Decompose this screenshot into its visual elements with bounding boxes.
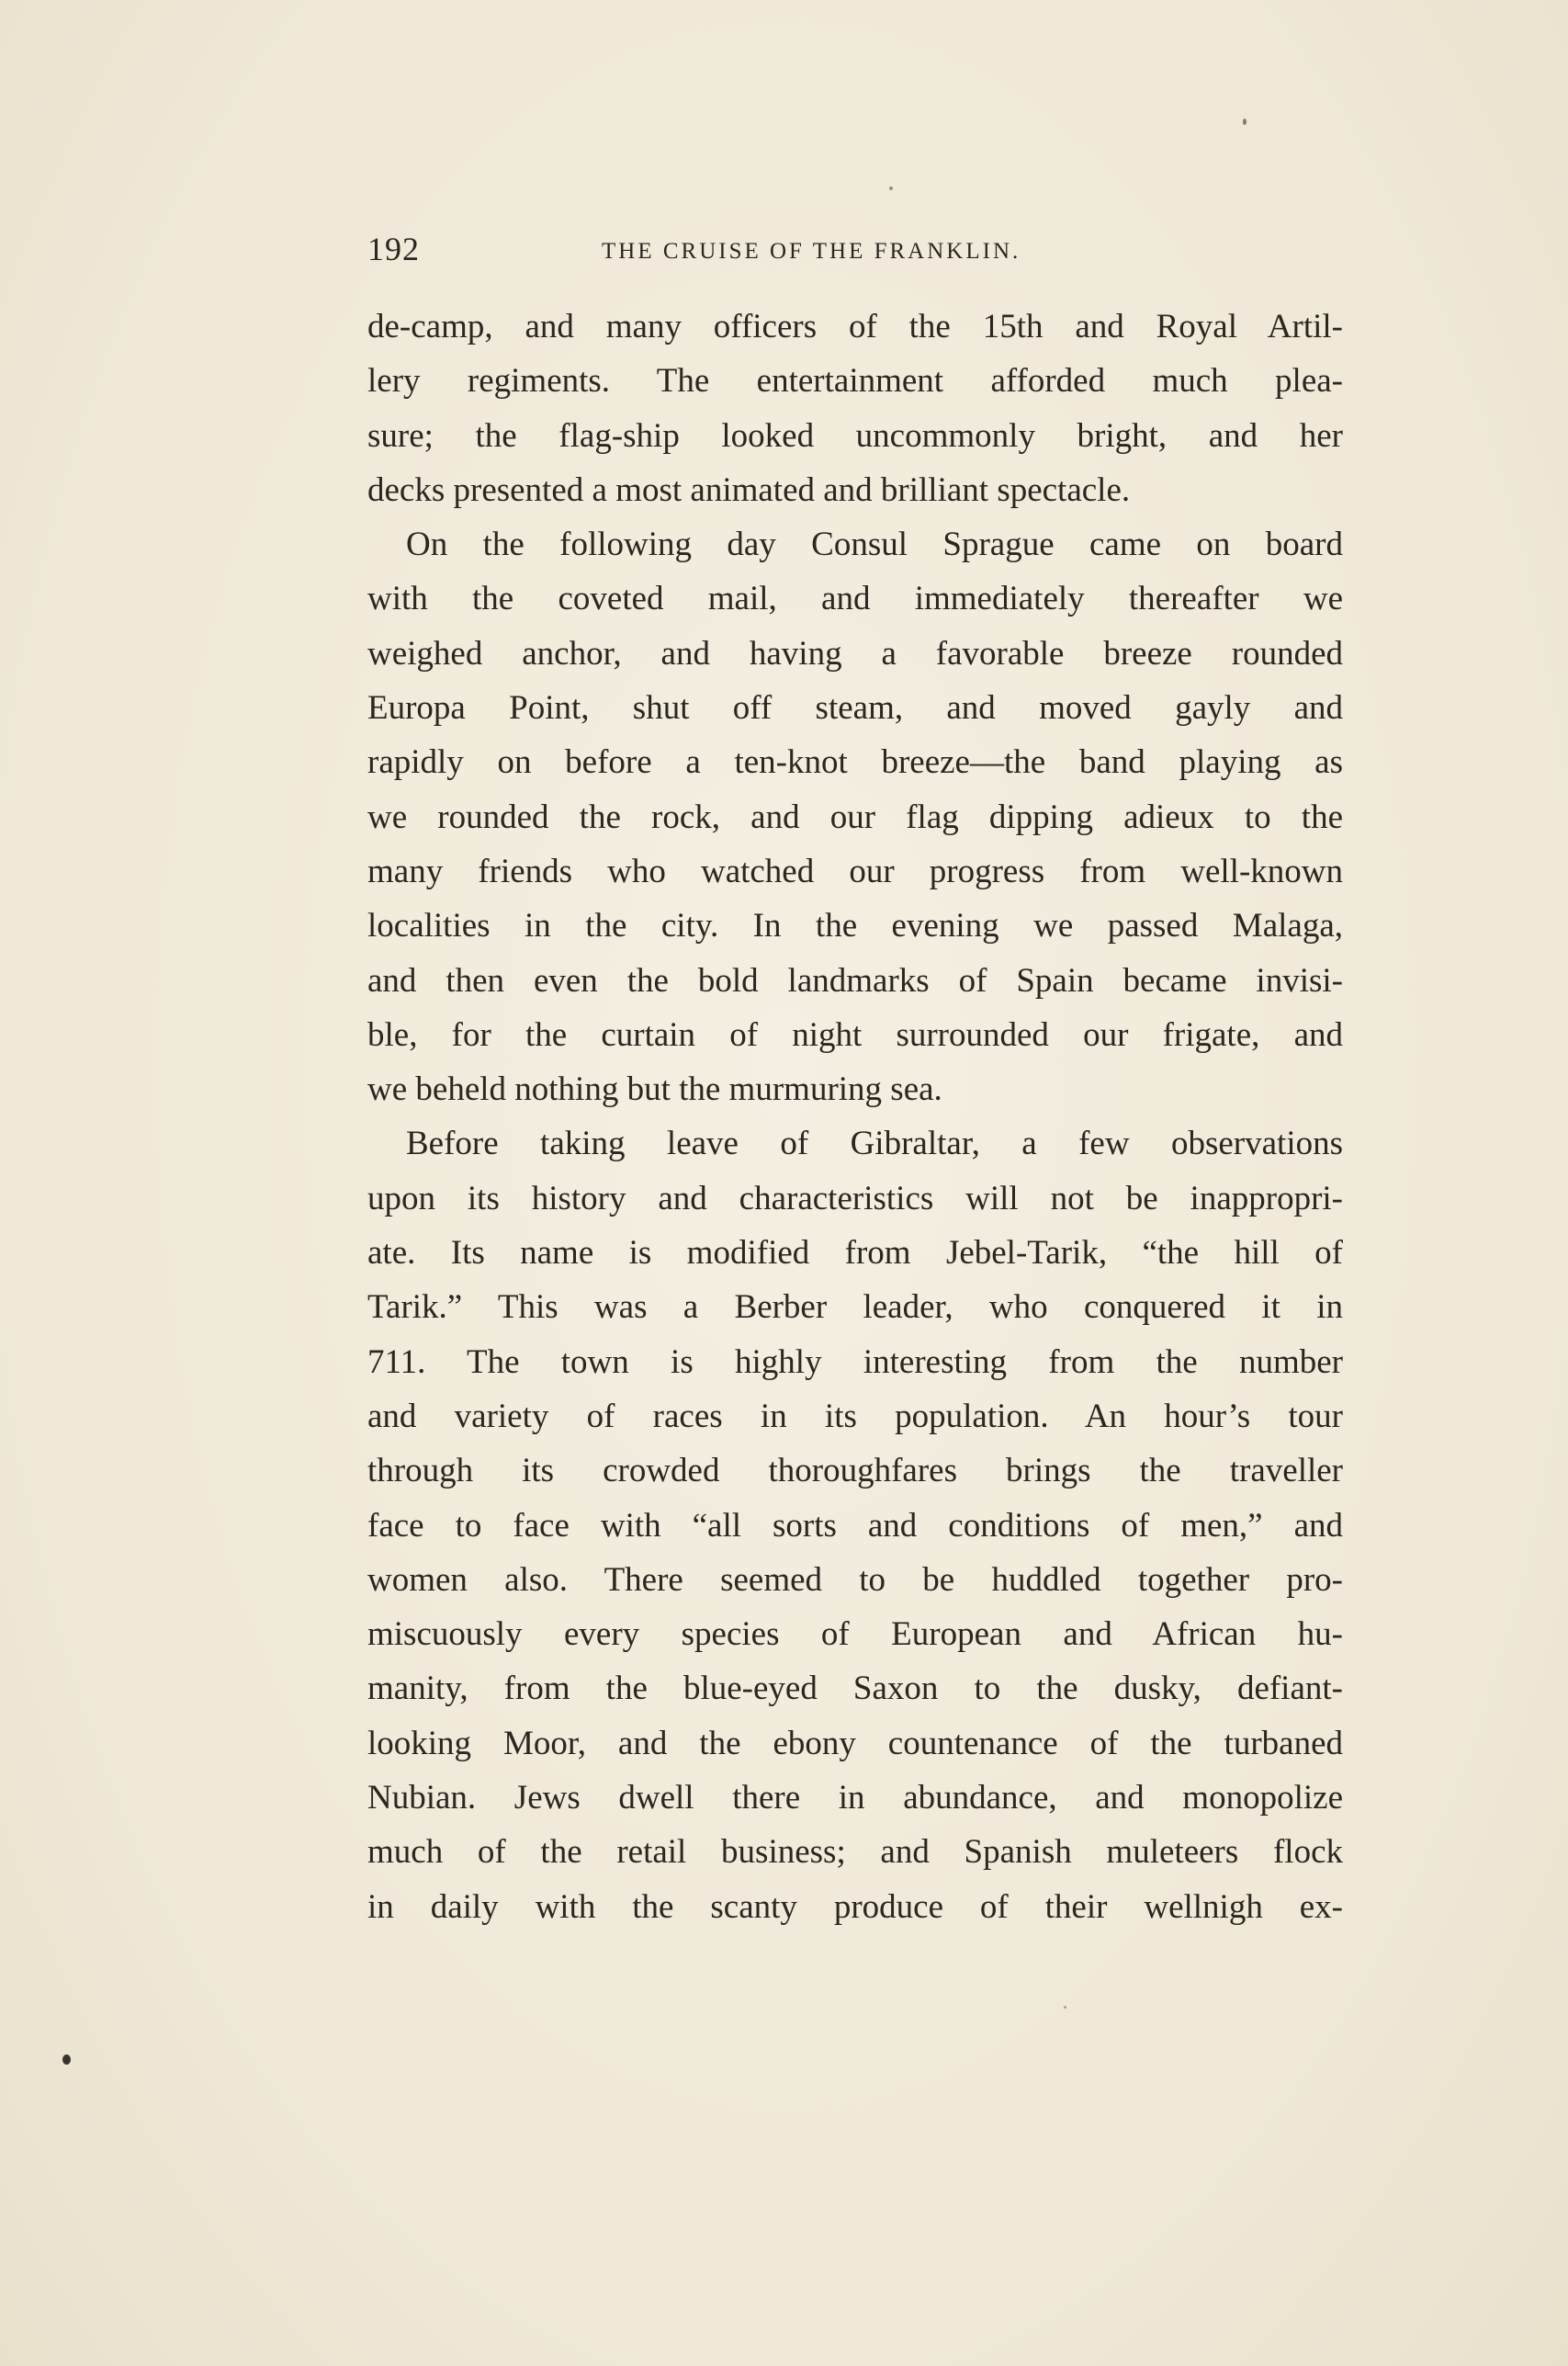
text-line: with the coveted mail, and immediately thereafter we [367, 580, 1343, 618]
text-line: lery regiments. The entertainment afforded much plea- [367, 362, 1343, 401]
text-line: we beheld nothing but the murmuring sea. [367, 1070, 942, 1109]
text-line: in daily with the scanty produce of their wellnigh ex- [367, 1887, 1343, 1926]
paper-speck [889, 187, 893, 190]
text-line: through its crowded thoroughfares brings the traveller [367, 1452, 1343, 1490]
text-line: localities in the city. In the evening we passed Malaga, [367, 907, 1343, 945]
text-line: weighed anchor, and having a favorable breeze rounded [367, 634, 1343, 673]
text-line: ate. Its name is modified from Jebel-Tarik, “the hill of [367, 1234, 1343, 1273]
text-line: we rounded the rock, and our flag dipping adieux to the [367, 798, 1343, 836]
text-line: upon its history and characteristics will not be inappropri- [367, 1179, 1343, 1217]
text-line: Before taking leave of Gibraltar, a few observations [406, 1125, 1343, 1163]
paper-speck [62, 2055, 71, 2065]
text-line: women also. There seemed to be huddled together pro- [367, 1560, 1343, 1599]
text-line: manity, from the blue-eyed Saxon to the dusky, defiant- [367, 1670, 1343, 1708]
text-line: much of the retail business; and Spanish muleteers flock [367, 1833, 1343, 1872]
text-line: Europa Point, shut off steam, and moved gayly and [367, 689, 1343, 728]
text-line: and variety of races in its population. An hour’s tour [367, 1397, 1343, 1435]
text-line: and then even the bold landmarks of Spain became invisi- [367, 961, 1343, 1000]
text-line: de-camp, and many officers of the 15th and Royal Artil- [367, 308, 1343, 345]
page-number: 192 [367, 231, 420, 267]
text-line: many friends who watched our progress from well-known [367, 852, 1343, 890]
running-title: THE CRUISE OF THE FRANKLIN. [602, 239, 1021, 264]
text-line: face to face with “all sorts and conditions of men,” and [367, 1506, 1343, 1545]
text-line: On the following day Consul Sprague came on board [406, 526, 1343, 564]
paper-speck [1243, 119, 1247, 125]
text-line: Nubian. Jews dwell there in abundance, and monopolize [367, 1779, 1343, 1817]
text-line: looking Moor, and the ebony countenance of the turbaned [367, 1724, 1343, 1762]
text-line: sure; the flag-ship looked uncommonly bright, and her [367, 416, 1343, 455]
text-line: miscuously every species of European and African hu- [367, 1615, 1343, 1654]
body-text [367, 300, 1343, 1934]
text-line: 711. The town is highly interesting from the number [367, 1342, 1343, 1381]
text-line: rapidly on before a ten-knot breeze—the band playing as [367, 743, 1343, 782]
running-head [367, 230, 1343, 276]
text-line: decks presented a most animated and brilliant spectacle. [367, 470, 1131, 509]
paper-speck [1064, 2006, 1066, 2009]
text-line: Tarik.” This was a Berber leader, who conquered it in [367, 1288, 1343, 1327]
text-line: ble, for the curtain of night surrounded our frigate, and [367, 1015, 1343, 1054]
